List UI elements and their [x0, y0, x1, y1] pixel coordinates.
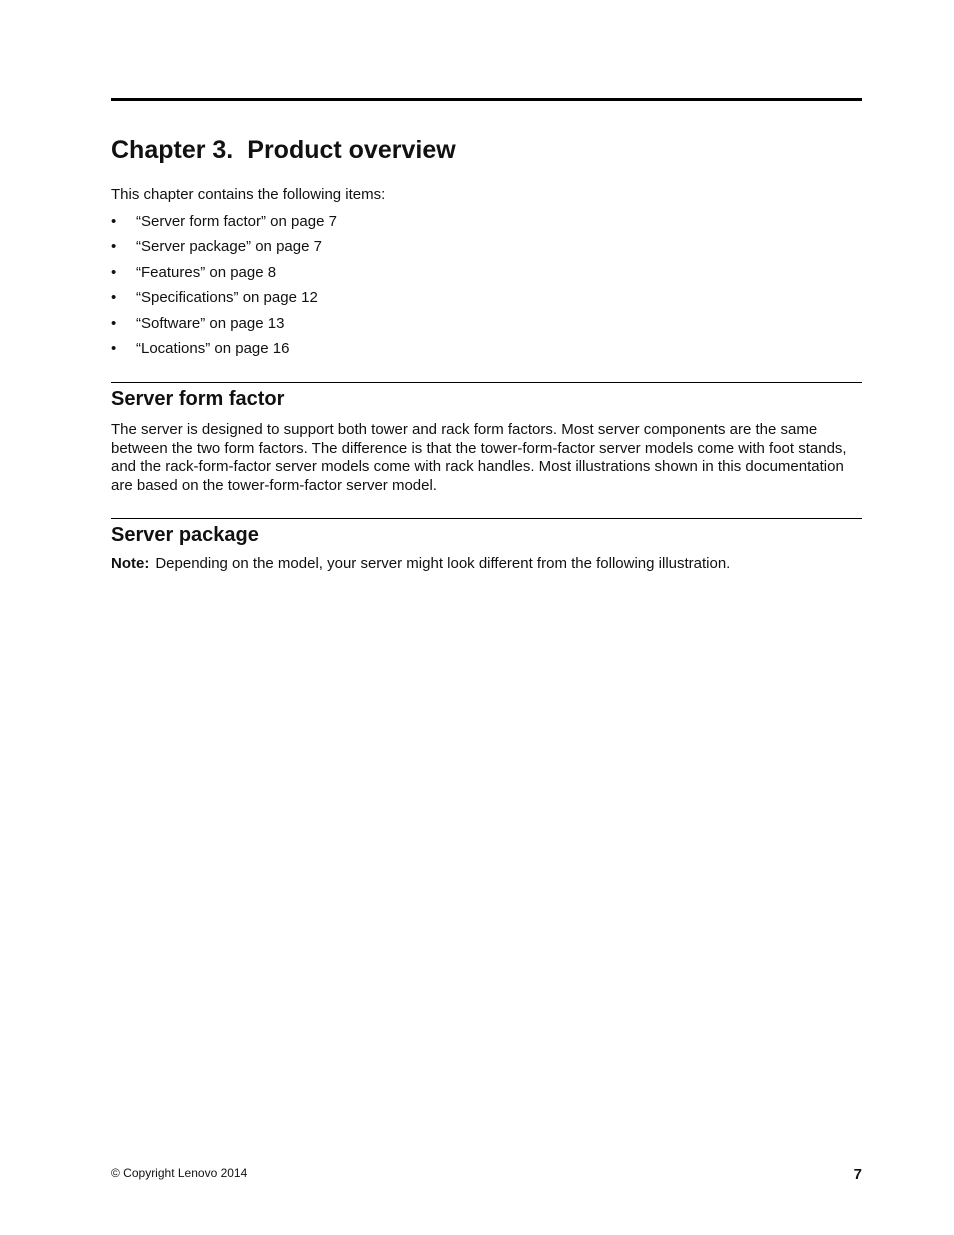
chapter-title	[111, 134, 456, 166]
chapter-contents-list	[111, 212, 337, 364]
chapter-intro: This chapter contains the following items:	[111, 186, 386, 203]
server-package-note	[111, 555, 862, 574]
chapter-name: Product overview	[247, 136, 456, 164]
note-text: Depending on the model, your server might look different from the following illustration.	[155, 555, 731, 572]
section-rule	[111, 382, 862, 383]
page-number: 7	[853, 1166, 862, 1183]
list-item[interactable]	[111, 314, 337, 339]
section-heading-server-package: Server package	[111, 524, 259, 546]
list-item[interactable]	[111, 288, 337, 313]
contents-link-locations[interactable]: “Locations” on page 16	[136, 339, 290, 357]
bullet: •	[111, 314, 117, 332]
chapter-top-rule	[111, 98, 862, 101]
contents-link-specifications[interactable]: “Specifications” on page 12	[136, 289, 318, 307]
bullet: •	[111, 289, 117, 307]
bullet: •	[111, 339, 117, 357]
chapter-number: Chapter 3.	[111, 136, 234, 164]
bullet: •	[111, 213, 117, 230]
contents-link-server-package[interactable]: “Server package” on page 7	[136, 238, 322, 256]
contents-link-features[interactable]: “Features” on page 8	[136, 263, 277, 281]
bullet: •	[111, 263, 117, 281]
note-label: Note:	[111, 555, 150, 572]
list-item[interactable]	[111, 339, 337, 364]
section-heading-server-form-factor: Server form factor	[111, 388, 285, 410]
server-form-factor-paragraph: The server is designed to support both tower and rack form factors. Most server components are the same between the two form factors. The difference is that the tower-form-factor server models come with foot stands, and the rack-form-factor server models come with rack handles. Most illustrations shown in this documentation are based on the tower-form-factor server model.	[111, 421, 847, 495]
list-item[interactable]	[111, 263, 337, 288]
contents-link-server-form-factor[interactable]: “Server form factor” on page 7	[136, 213, 337, 230]
list-item[interactable]	[111, 237, 337, 262]
bullet: •	[111, 238, 117, 256]
section-rule	[111, 518, 862, 519]
list-item[interactable]	[111, 212, 337, 237]
contents-link-software[interactable]: “Software” on page 13	[136, 314, 285, 332]
footer-copyright: © Copyright Lenovo 2014	[111, 1166, 248, 1180]
